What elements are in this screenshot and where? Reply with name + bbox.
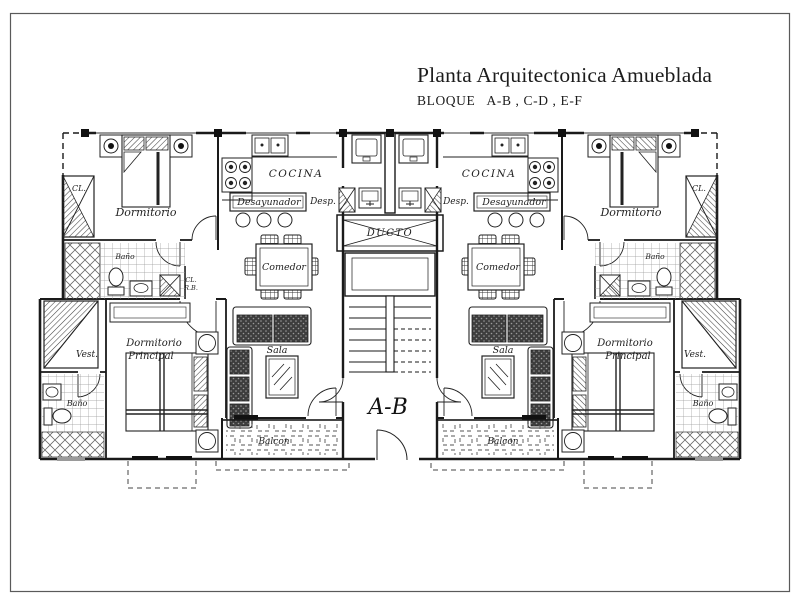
label-cl-rb-left-2: R.B.	[184, 284, 198, 292]
right-unit	[399, 129, 740, 488]
label-dormitorio-left: Dormitorio	[115, 206, 177, 219]
staircase	[349, 296, 431, 372]
living-room	[227, 307, 311, 428]
label-ducto: DUCTO	[366, 228, 414, 239]
label-bano2-right: Baño	[692, 399, 714, 408]
bathroom-2	[42, 374, 104, 461]
label-dormp-right-2: Principal	[605, 351, 651, 362]
label-bano1-left: Baño	[115, 252, 135, 261]
label-cl-rb-left-1: CL.	[185, 276, 197, 284]
label-dormp-right-1: Dormitorio	[597, 338, 653, 349]
label-cocina-right: COCINA	[461, 168, 517, 180]
label-comedor-left: Comedor	[262, 262, 306, 273]
label-cl-top-left: CL.	[72, 184, 86, 193]
label-bano1-right: Baño	[645, 252, 665, 261]
entry-door	[377, 430, 407, 460]
label-block-ab: A-B	[368, 395, 408, 420]
label-desp-right: Desp.	[443, 197, 469, 207]
label-balcon-right: Balcon	[487, 437, 519, 447]
left-unit	[40, 129, 381, 488]
label-desayunador-left: Desayunador	[237, 197, 301, 208]
label-vest-left: Vest.	[75, 350, 99, 360]
kitchen	[222, 135, 337, 227]
label-vest-right: Vest.	[683, 350, 707, 360]
label-dormp-left-1: Dormitorio	[126, 338, 182, 349]
label-desp-left: Desp.	[310, 197, 336, 207]
label-sala-left: Sala	[266, 345, 288, 356]
label-balcon-left: Balcon	[258, 437, 290, 447]
drawing-title: Planta Arquitectonica Amueblada	[417, 63, 713, 87]
label-cl-top-right: CL.	[692, 184, 706, 193]
label-comedor-right: Comedor	[476, 262, 520, 273]
label-bano2-left: Baño	[66, 399, 88, 408]
label-cocina-left: COCINA	[268, 168, 324, 180]
drawing-subtitle: BLOQUE A-B , C-D , E-F	[417, 93, 583, 108]
label-desayunador-right: Desayunador	[482, 197, 546, 208]
bedroom-furniture	[100, 135, 192, 207]
label-sala-right: Sala	[492, 345, 514, 356]
label-dormitorio-right: Dormitorio	[600, 206, 662, 219]
label-dormp-left-2: Principal	[128, 351, 174, 362]
pantry-laundry	[339, 135, 381, 212]
